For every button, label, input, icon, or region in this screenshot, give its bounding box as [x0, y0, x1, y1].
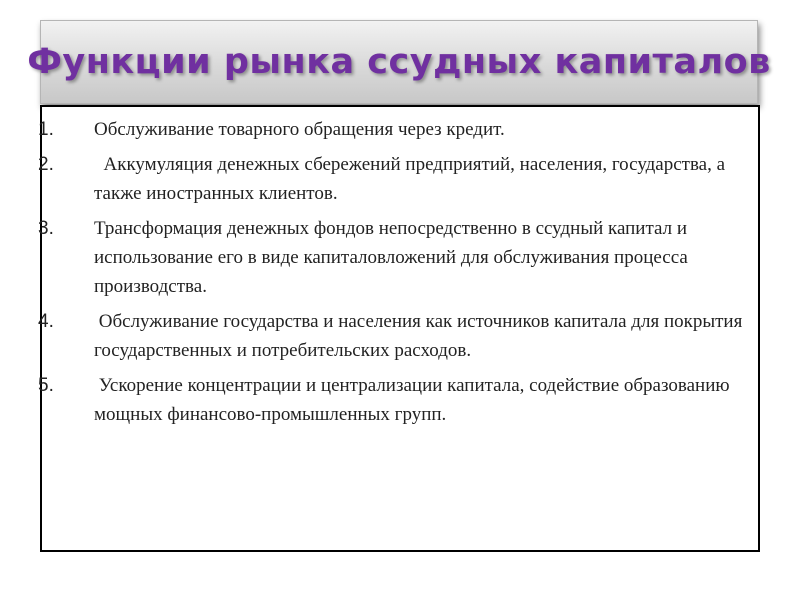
list-item-4: [38, 307, 758, 365]
list-number: 5.: [38, 375, 54, 396]
functions-list: [38, 115, 758, 435]
list-item-text: Аккумуляция денежных сбережений предприятий, населения, государства, а также иностранных клиентов.: [94, 154, 726, 204]
title-bar: [27, 20, 771, 104]
content-box: [40, 105, 760, 552]
list-number: 1.: [38, 119, 54, 140]
list-number: 4.: [38, 311, 54, 332]
list-number: 2.: [38, 154, 54, 175]
list-item-text: Обслуживание государства и населения как источников капитала для покрытия государственных и потребительских расходов.: [94, 311, 743, 361]
list-number: 3.: [38, 218, 54, 239]
slide-title: Функции рынка ссудных капиталов: [27, 42, 771, 82]
list-item-text: Трансформация денежных фондов непосредственно в ссудный капитал и использование его в виде капиталовложений для обслуживания процесса производства.: [94, 218, 688, 297]
list-item-1: [38, 115, 758, 144]
list-item-2: [38, 150, 758, 208]
list-item-3: [38, 214, 758, 301]
list-item-text: Обслуживание товарного обращения через кредит.: [94, 119, 505, 140]
list-item-5: [38, 371, 758, 429]
list-item-text: Ускорение концентрации и централизации капитала, содействие образованию мощных финансово-промышленных групп.: [94, 375, 730, 425]
